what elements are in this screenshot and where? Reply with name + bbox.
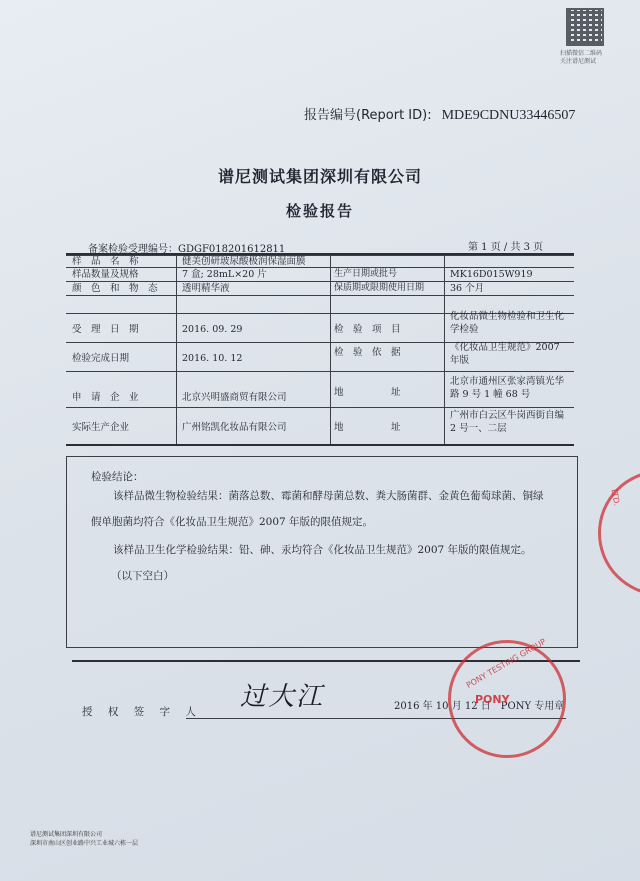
official-stamp — [448, 637, 566, 758]
edge-stamp-text: LTD. — [609, 488, 622, 507]
applicant-value: 北京兴明盛商贸有限公司 — [182, 392, 287, 403]
edge-stamp — [598, 470, 640, 596]
date-text: 2016 年 10 月 12 日 — [394, 701, 491, 712]
manufacturer-value: 广州铭凯化妆品有限公司 — [182, 422, 287, 433]
applicant-label: 申 请 企 业 — [72, 392, 139, 403]
inspection-item-label: 检 验 项 目 — [334, 324, 401, 335]
sample-name-value: 健美创研玻尿酸极润保湿面膜 — [182, 256, 306, 267]
footer-address: 深圳市南山区创业路中兴工业城六栋一层 — [30, 840, 139, 847]
company-name: 谱尼测试集团深圳有限公司 — [217, 167, 422, 186]
production-date-value: MK16D015W919 — [450, 269, 533, 280]
sample-name-label: 样 品 名 称 — [72, 256, 139, 267]
sample-info-table — [66, 253, 574, 446]
conclusion-heading: 检验结论： — [91, 471, 144, 483]
conclusion-microbiology: 该样品微生物检验结果：菌落总数、霉菌和酵母菌总数、粪大肠菌群、金黄色葡萄球菌、铜绿假单胞菌均符合《化妆品卫生规范》2007 年版的限值规定。 — [91, 490, 544, 528]
signature-handwriting: 过大江 — [240, 682, 325, 712]
receive-date-value: 2016. 09. 29 — [182, 324, 243, 335]
shelf-life-label: 保质期或限期使用日期 — [334, 283, 425, 293]
table-divider — [176, 255, 177, 444]
completion-date-value: 2016. 10. 12 — [182, 353, 243, 364]
production-date-label: 生产日期或批号 — [334, 269, 398, 279]
signatory-label: 授 权 签 字 人 — [82, 706, 202, 718]
report-id-value: MDE9CDNU33446507 — [441, 108, 576, 123]
conclusion-box — [66, 456, 578, 648]
conclusion-chemistry: 该样品卫生化学检验结果：铅、砷、汞均符合《化妆品卫生规范》2007 年版的限值规定。 — [113, 544, 532, 556]
qr-caption-line: 扫描微信二维码 — [560, 50, 603, 57]
blank-note: （以下空白） — [111, 570, 174, 582]
page-number: 第 1 页 / 共 3 页 — [468, 242, 544, 253]
basis-label: 检 验 依 据 — [334, 347, 401, 358]
document-title: 检验报告 — [285, 202, 354, 220]
qr-caption-line: 关注谱尼测试 — [560, 58, 597, 65]
receive-date-label: 受 理 日 期 — [72, 324, 139, 335]
accept-number: 备案检验受理编号：GDGF018201612811 — [88, 244, 286, 255]
applicant-address-label: 地 址 — [334, 387, 401, 398]
completion-date-label: 检验完成日期 — [72, 353, 130, 364]
quantity-value: 7 盒; 28mL×20 片 — [182, 269, 267, 280]
applicant-address-value: 北京市通州区张家湾镇光华路 9 号 1 幢 68 号 — [450, 376, 565, 400]
stamp-center-text: PONY — [475, 693, 510, 706]
report-id — [304, 104, 575, 124]
table-divider — [330, 255, 331, 444]
footer-company: 谱尼测试集团深圳有限公司 — [30, 831, 103, 838]
manufacturer-address-label: 地 址 — [334, 422, 401, 433]
qr-caption — [560, 50, 602, 66]
manufacturer-address-value: 广州市白云区牛岗西街自编 2 号一、二层 — [450, 410, 565, 434]
quantity-label: 样品数量及规格 — [72, 269, 139, 280]
basis-value: 《化妆品卫生规范》2007 年版 — [450, 342, 560, 366]
seal-text: PONY 专用章 — [500, 701, 565, 712]
inspection-item-value: 化妆品微生物检验和卫生化学检验 — [450, 311, 565, 335]
qr-code — [566, 8, 604, 46]
shelf-life-value: 36 个月 — [450, 283, 485, 294]
report-id-label: 报告编号(Report ID): — [304, 108, 432, 123]
table-divider — [444, 255, 445, 444]
manufacturer-label: 实际生产企业 — [72, 422, 130, 433]
color-label: 颜 色 和 物 态 — [72, 283, 158, 294]
stamp-ring-text: PONY TESTING GROUP — [464, 637, 548, 690]
color-value: 透明精华液 — [182, 283, 230, 294]
footer — [30, 830, 138, 848]
